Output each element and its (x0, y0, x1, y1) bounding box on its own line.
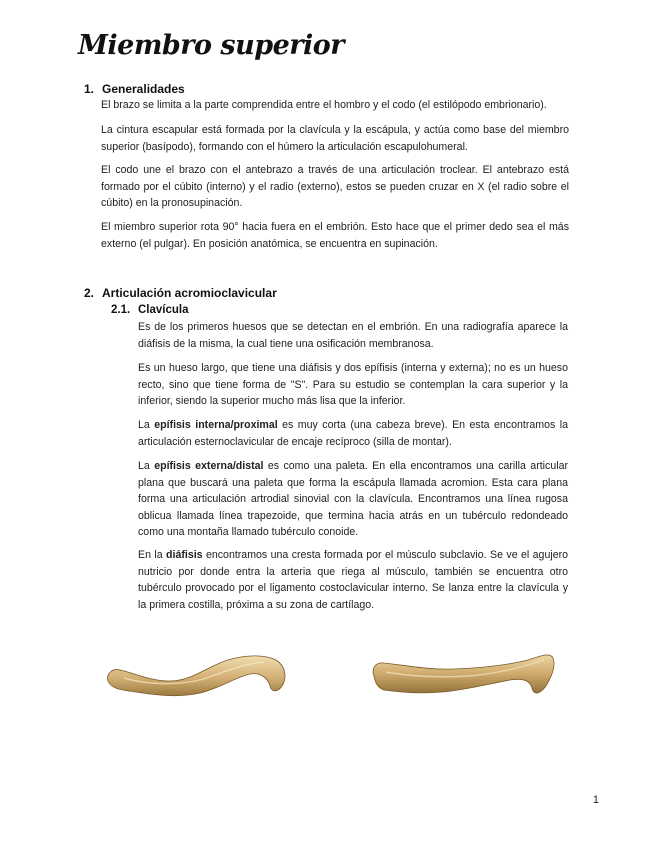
bold-term: diáfisis (166, 549, 203, 561)
text-run: La (138, 460, 155, 472)
paragraph (138, 458, 568, 541)
text-run: es muy corta (una cabeza breve). En esta encontramos la articulación esternoclavicular de encaje recíproco (silla de montar). (138, 419, 568, 448)
paragraph: El miembro superior rota 90° hacia fuera en el embrión. Esto hace que el primer dedo sea el más externo (el pulgar). En posición anatómica, se encuentra en supinación. (101, 221, 569, 250)
paragraph: Es de los primeros huesos que se detectan en el embrión. En una radiografía aparece la diáfisis de la misma, la cual tiene una osificación membranosa. (138, 321, 568, 350)
paragraph (138, 417, 568, 450)
paragraph: Es un hueso largo, que tiene una diáfisis y dos epífisis (interna y externa); no es un hueso recto, sino que tiene forma de "S". Para su estudio se contemplan la cara superior y la inferior, siendo la superior mucho más lisa que la inferior. (138, 362, 568, 407)
clavicle-inferior-view-image (368, 648, 558, 700)
text-run: En la (138, 549, 167, 561)
section-number: 1. (84, 82, 95, 96)
subsection-heading-clavicula (111, 304, 189, 316)
clavicle-superior-view-image (104, 648, 290, 702)
subsection-title: Clavícula (138, 304, 189, 316)
subsection-number: 2.1. (111, 304, 131, 316)
paragraph: El codo une el brazo con el antebrazo a través de una articulación troclear. El antebrazo está formado por el cúbito (interno) y el radio (externo), estos se pueden cruzar en X (el radio sobre el cúbito) en la pronosupinación. (101, 164, 569, 209)
bold-term: epífisis interna/proximal (154, 419, 278, 431)
text-run: es como una paleta. En ella encontramos una carilla articular plana que buscará una paleta que forma la escápula llamada acromion. Esta cara plana forma una articulación artrodial sinovial con la clavícula. Encontramos una línea rugosa oblicua llamada línea trapezoide, que termina hacia atrás en un tubérculo redondeado como una montaña llamado tubérculo conoide. (138, 460, 568, 538)
paragraph (138, 547, 568, 613)
paragraph: La cintura escapular está formada por la clavícula y la escápula, y actúa como base del miembro superior (basípodo), formando con el húmero la articulación escapulohumeral. (101, 124, 569, 153)
text-run: La (138, 419, 155, 431)
section-number: 2. (84, 286, 95, 300)
page-number: 1 (592, 794, 599, 806)
paragraph: El brazo se limita a la parte comprendida entre el hombro y el codo (el estilópodo embrionario). (101, 99, 547, 111)
section-heading-generalidades (84, 82, 185, 96)
bold-term: epífisis externa/distal (154, 460, 264, 472)
section-title: Articulación acromioclavicular (102, 286, 277, 300)
section-title: Generalidades (102, 82, 185, 96)
text-run: encontramos una cresta formada por el músculo subclavio. Se ve el agujero nutricio por donde entra la arteria que riega al músculo, también se encuentra otro tubérculo provocado por el ligamento costoclavicular interno. Se lanza entre la clavícula y la primera costilla, próxima a su zona de cartílago. (138, 549, 569, 611)
section-heading-articulacion (84, 286, 277, 300)
page-title: Miembro superior (78, 30, 345, 61)
